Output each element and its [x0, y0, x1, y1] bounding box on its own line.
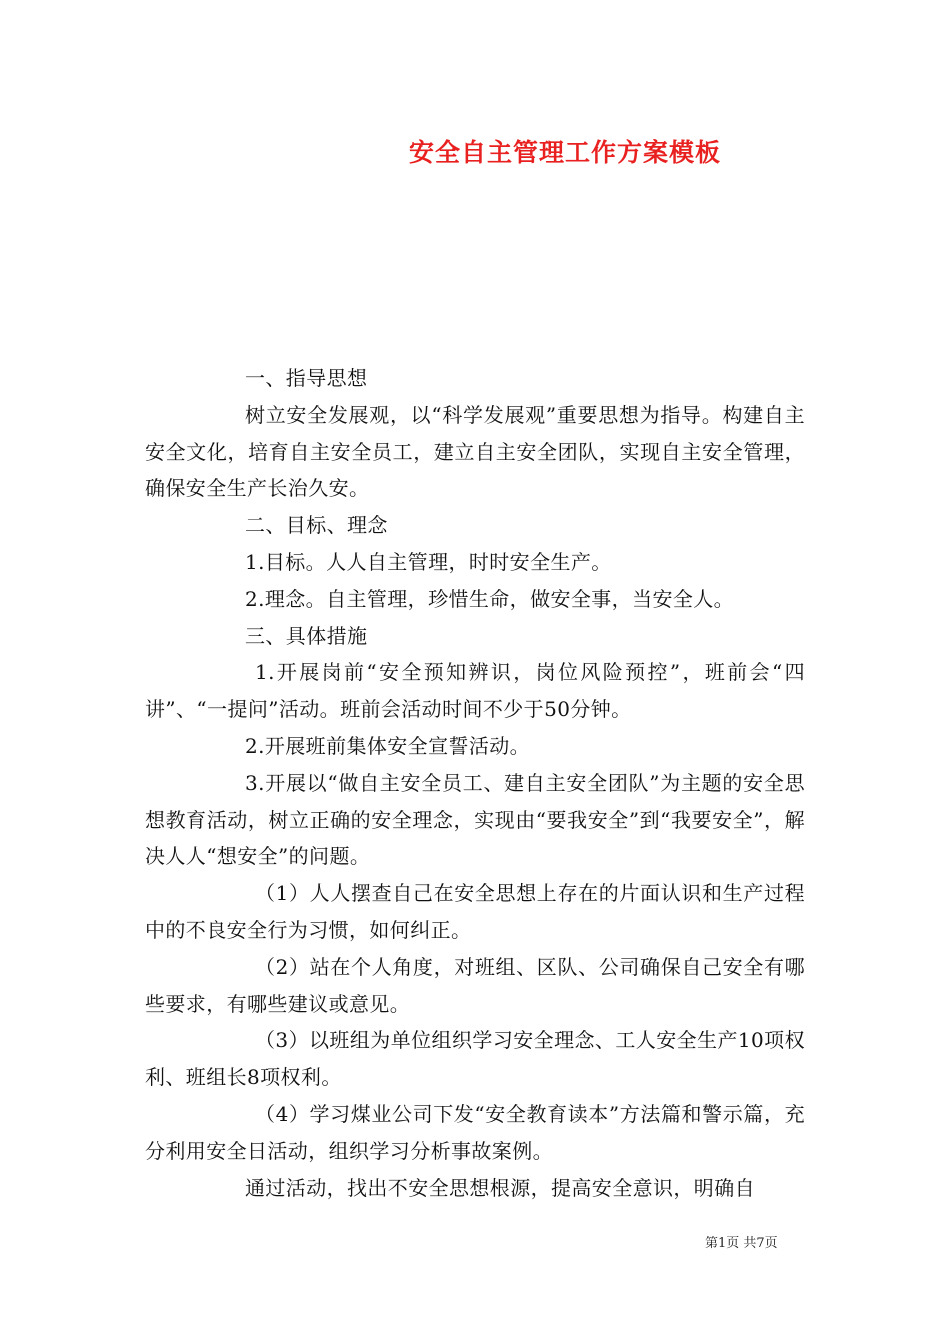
- paragraph-concept: 2.理念。自主管理，珍惜生命，做安全事，当安全人。: [245, 586, 735, 611]
- page-footer: 第1页 共7页: [705, 1236, 778, 1251]
- sub-item-3: （3）以班组为单位组织学习安全理念、工人安全生产10项权利、班组长8项权利。: [145, 1028, 805, 1090]
- measure-item-1: 1.开展岗前“安全预知辨识，岗位风险预控”，班前会“四讲”、“一提问”活动。班前会活动时间不少于50分钟。: [145, 660, 805, 722]
- section-heading-guiding-idea: 一、指导思想: [245, 366, 368, 390]
- page-title: 安全自主管理工作方案模板: [408, 138, 721, 167]
- sub-item-4: （4）学习煤业公司下发“安全教育读本”方法篇和警示篇，充分利用安全日活动，组织学习分析事故案例。: [145, 1101, 805, 1163]
- paragraph-goal: 1.目标。人人自主管理，时时安全生产。: [245, 549, 612, 574]
- section-heading-measures: 三、具体措施: [245, 623, 368, 648]
- sub-item-1: （1）人人摆查自己在安全思想上存在的片面认识和生产过程中的不良安全行为习惯，如何纠正。: [145, 881, 805, 942]
- paragraph-closing: 通过活动，找出不安全思想根源，提高安全意识，明确自: [245, 1175, 755, 1200]
- measure-item-2: 2.开展班前集体安全宣誓活动。: [245, 733, 531, 758]
- sub-item-2: （2）站在个人角度，对班组、区队、公司确保自己安全有哪些要求，有哪些建议或意见。: [145, 954, 805, 1016]
- document-body: [145, 360, 805, 1206]
- measure-item-3: 3.开展以“做自主安全员工、建自主安全团队”为主题的安全思想教育活动，树立正确的安全理念，实现由“要我安全”到“我要安全”，解决人人“想安全”的问题。: [145, 770, 805, 869]
- section-heading-goals: 二、目标、理念: [245, 513, 388, 538]
- paragraph-guiding-idea: 树立安全发展观，以“科学发展观”重要思想为指导。构建自主安全文化，培育自主安全员工，建立自主安全团队，实现自主安全管理，确保安全生产长治久安。: [145, 402, 805, 501]
